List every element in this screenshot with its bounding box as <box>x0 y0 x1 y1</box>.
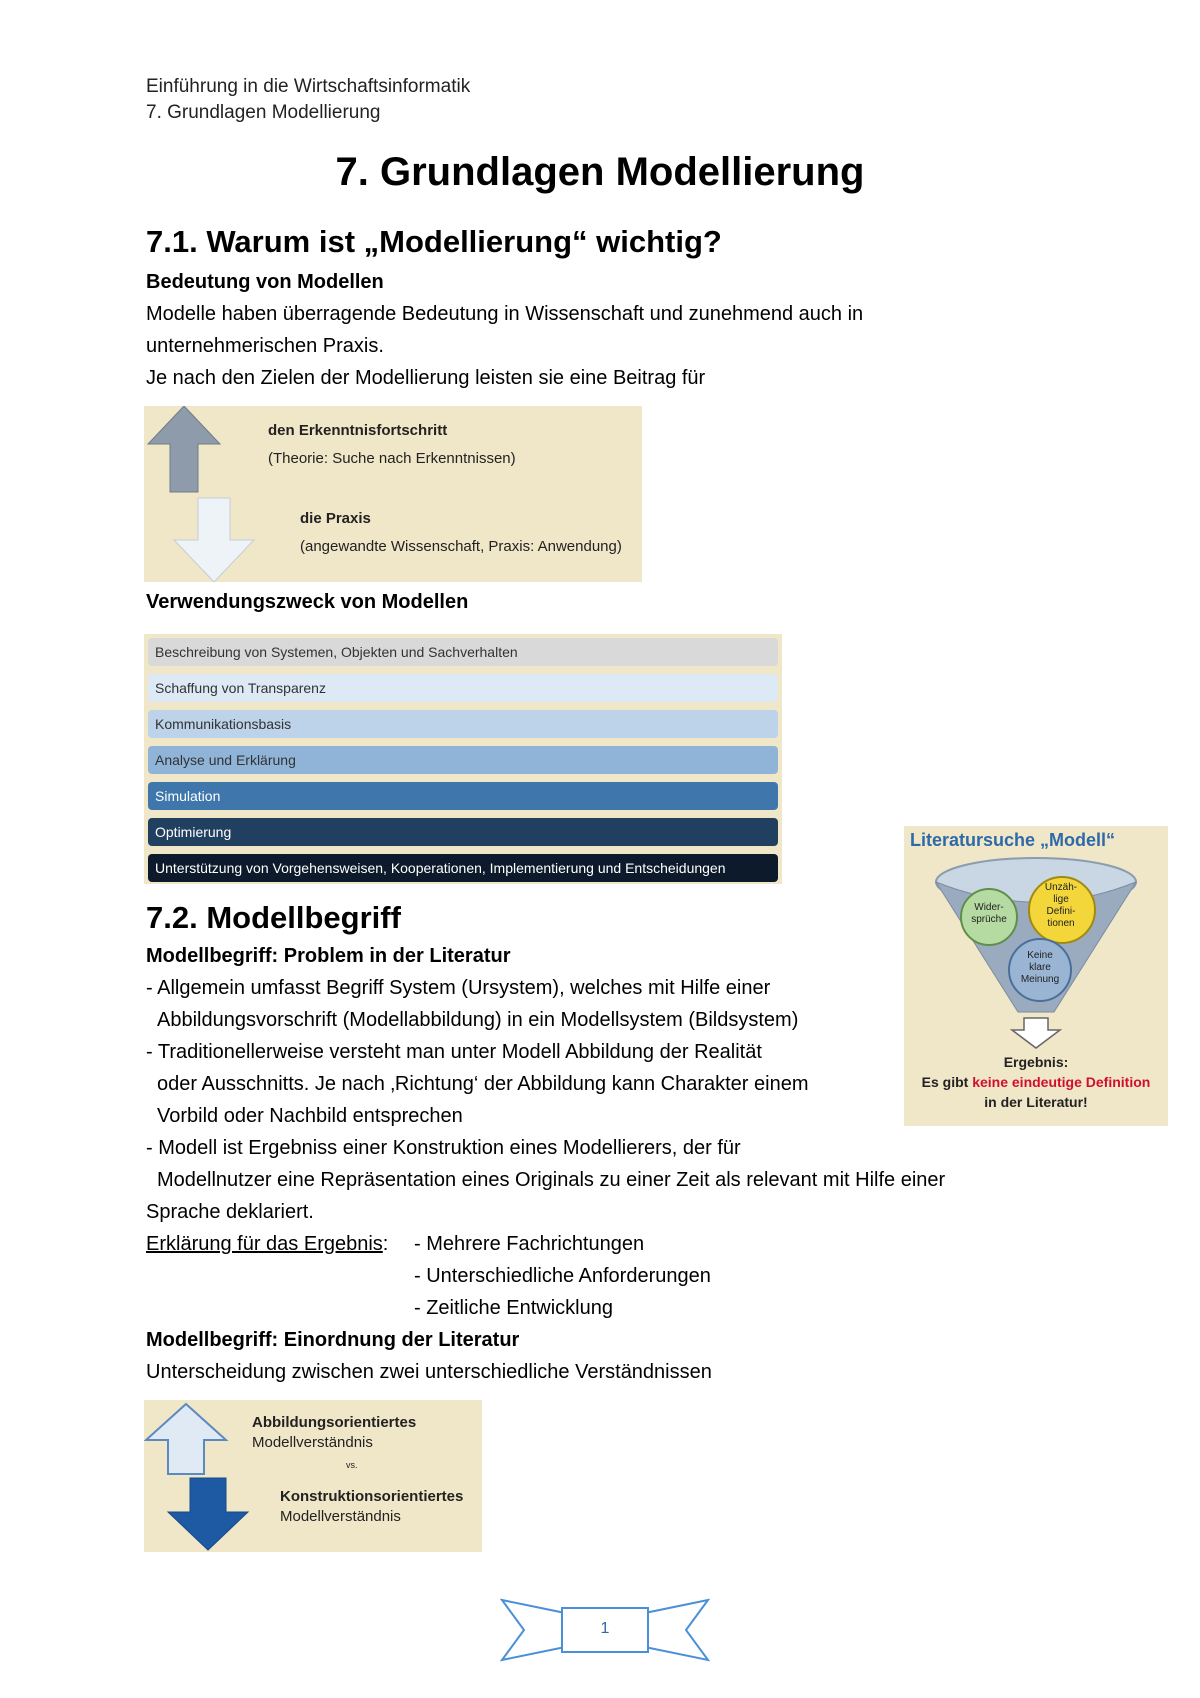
bullet-line: - Allgemein umfasst Begriff System (Ursystem), welches mit Hilfe einer <box>146 977 771 999</box>
paragraph-line: unternehmerischen Praxis. <box>146 335 384 357</box>
bullet-line: Abbildungsvorschrift (Modellabbildung) in ein Modellsystem (Bildsystem) <box>157 1009 799 1031</box>
bullet-line: Sprache deklariert. <box>146 1201 314 1223</box>
figure-erkenntnis-praxis <box>144 406 642 582</box>
explanation-colon: : <box>382 1233 389 1255</box>
figure2-item1-title: Abbildungsorientiertes <box>252 1414 417 1431</box>
section-heading-7-2: 7.2. Modellbegriff <box>146 900 401 935</box>
literature-result-highlight: keine eindeutige Definition <box>972 1074 1151 1090</box>
literature-result-post: in der Literatur! <box>984 1094 1088 1110</box>
paragraph-line: Unterscheidung zwischen zwei unterschiedliche Verständnissen <box>146 1361 712 1383</box>
literature-result-pre: Es gibt <box>921 1074 973 1090</box>
subheading-bedeutung: Bedeutung von Modellen <box>146 271 384 293</box>
figure1-item1-title: den Erkenntnisfortschritt <box>268 422 448 439</box>
header-chapter: 7. Grundlagen Modellierung <box>146 102 381 123</box>
literature-result-label: Ergebnis: <box>1003 1054 1069 1070</box>
bullet-line: Vorbild oder Nachbild entsprechen <box>157 1105 463 1127</box>
bullet-line: - Modell ist Ergebniss einer Konstruktion eines Modellierers, der für <box>146 1137 741 1159</box>
section-heading-7-1: 7.1. Warum ist „Modellierung“ wichtig? <box>146 224 722 259</box>
figure1-item2-title: die Praxis <box>300 510 371 527</box>
circle-definitionen-label: Unzäh- lige Defini- tionen <box>1044 882 1078 929</box>
figure-literatursuche <box>904 826 1168 1126</box>
usage-bar: Simulation <box>148 782 778 810</box>
subheading-verwendungszweck: Verwendungszweck von Modellen <box>146 591 469 613</box>
figure1-item1-sub: (Theorie: Suche nach Erkenntnissen) <box>268 450 516 467</box>
bullet-line: Modellnutzer eine Repräsentation eines Originals zu einer Zeit als relevant mit Hilfe einer <box>157 1169 946 1191</box>
figure2-item2-sub: Modellverständnis <box>280 1508 401 1525</box>
header-course: Einführung in die Wirtschaftsinformatik <box>146 76 471 97</box>
usage-bar: Beschreibung von Systemen, Objekten und Sachverhalten <box>148 638 778 666</box>
figure2-item2-title: Konstruktionsorientiertes <box>280 1488 464 1505</box>
circle-meinung-label: Keine klare Meinung <box>1020 950 1060 985</box>
page-title: 7. Grundlagen Modellierung <box>335 150 865 194</box>
subheading-problem: Modellbegriff: Problem in der Literatur <box>146 945 511 967</box>
figure2-item1-sub: Modellverständnis <box>252 1434 373 1451</box>
paragraph-line: Modelle haben überragende Bedeutung in Wissenschaft und zunehmend auch in <box>146 303 864 325</box>
paragraph-line: Je nach den Zielen der Modellierung leisten sie eine Beitrag für <box>146 367 706 389</box>
literature-result-line <box>904 1074 1168 1090</box>
explanation-item: - Unterschiedliche Anforderungen <box>414 1265 711 1287</box>
page-number: 1 <box>600 1620 610 1637</box>
usage-bar: Kommunikationsbasis <box>148 710 778 738</box>
explanation-item: - Zeitliche Entwicklung <box>414 1297 613 1319</box>
subheading-einordnung: Modellbegriff: Einordnung der Literatur <box>146 1329 520 1351</box>
literature-title: Literatursuche „Modell“ <box>910 830 1116 850</box>
circle-widersprueche-label: Wider- sprüche <box>971 902 1007 925</box>
usage-bar: Unterstützung von Vorgehensweisen, Kooperationen, Implementierung und Entscheidungen <box>148 854 778 882</box>
figure1-item2-sub: (angewandte Wissenschaft, Praxis: Anwendung) <box>300 538 622 555</box>
explanation-label-line <box>146 1228 388 1260</box>
usage-bar: Optimierung <box>148 818 778 846</box>
figure2-vs: vs. <box>346 1460 358 1470</box>
explanation-item: - Mehrere Fachrichtungen <box>414 1233 645 1255</box>
usage-bar: Analyse und Erklärung <box>148 746 778 774</box>
figure-modellverstaendnis <box>144 1400 482 1552</box>
bullet-line: oder Ausschnitts. Je nach ‚Richtung‘ der Abbildung kann Charakter einem <box>157 1073 809 1095</box>
explanation-label: Erklärung für das Ergebnis <box>146 1233 383 1255</box>
usage-bar: Schaffung von Transparenz <box>148 674 778 702</box>
bullet-line: - Traditionellerweise versteht man unter Modell Abbildung der Realität <box>146 1041 762 1063</box>
